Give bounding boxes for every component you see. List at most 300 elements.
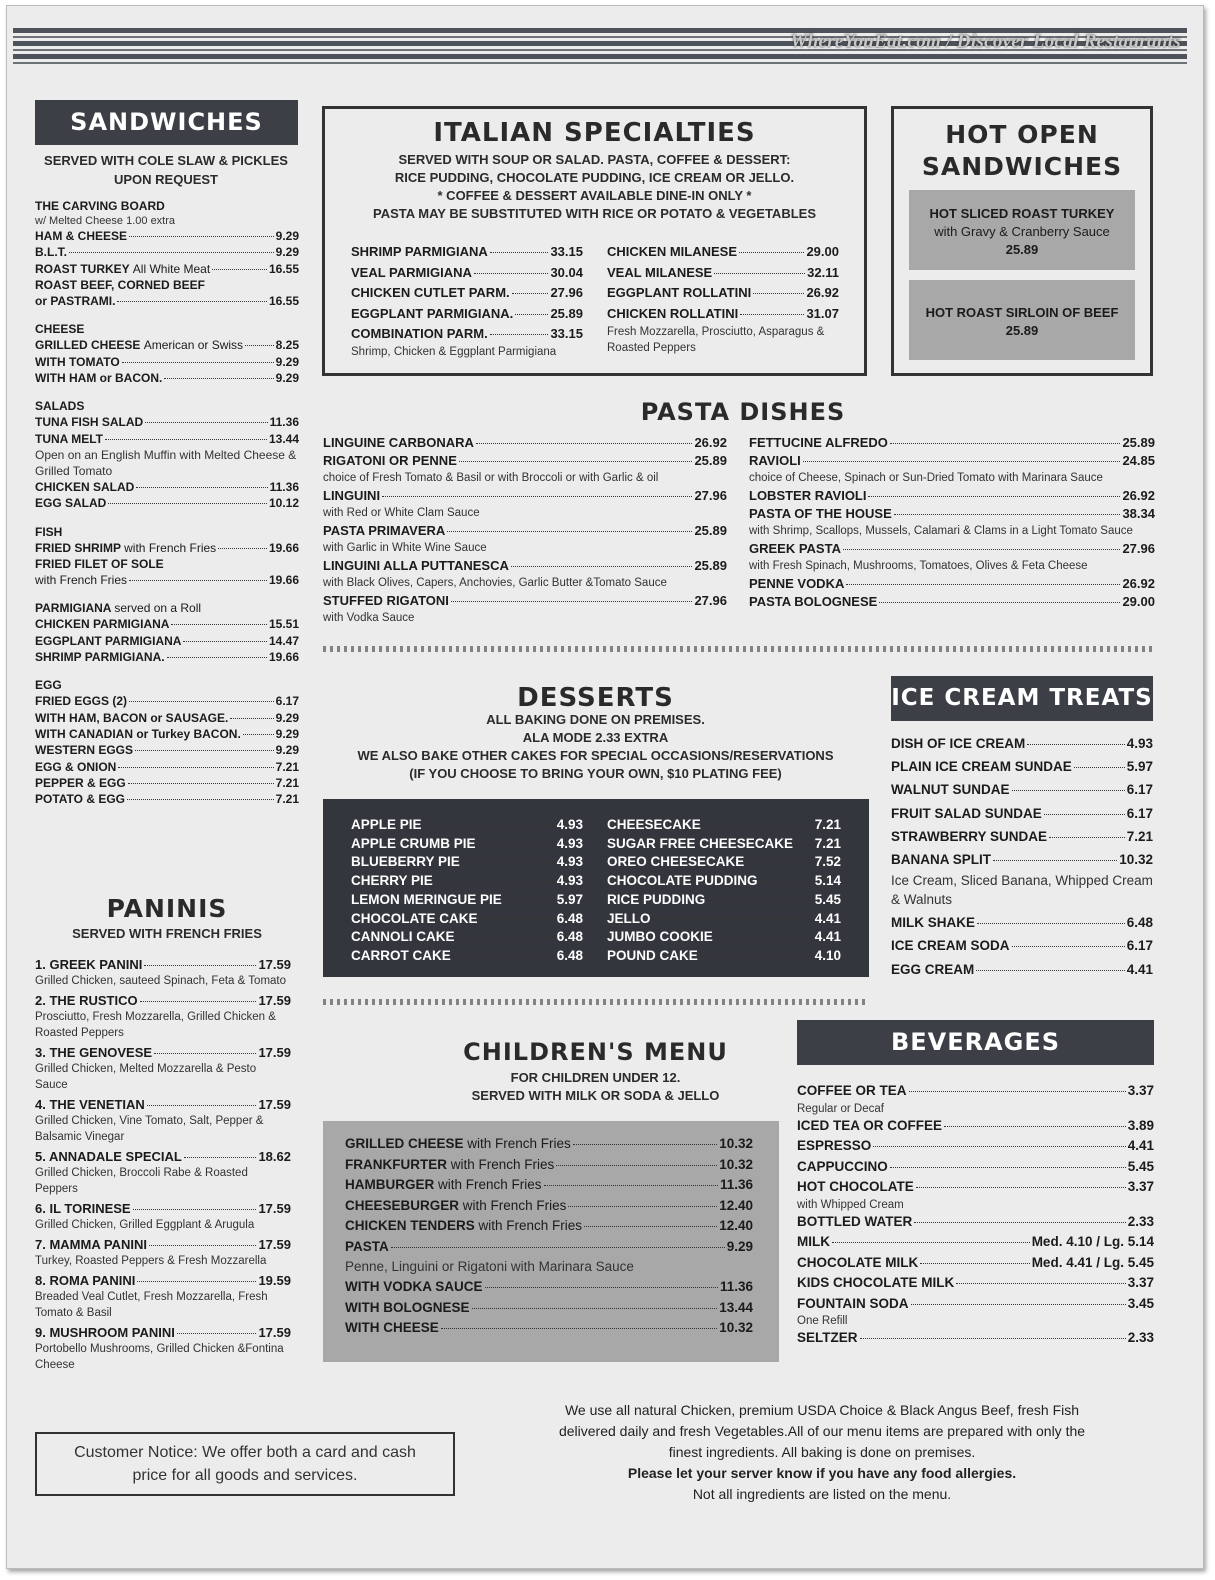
menu-item-name: SELTZER: [797, 1330, 858, 1345]
dot-leader: [714, 273, 805, 274]
menu-item-name: WALNUT SUNDAE: [891, 782, 1010, 798]
menu-item-name: WESTERN EGGS: [35, 743, 134, 758]
menu-item-desc: with French Fries: [124, 540, 217, 555]
menu-item-row: [749, 487, 1155, 505]
hot-open-title-2: SANDWICHES: [921, 152, 1123, 181]
menu-item-name: ROAST BEEF, CORNED BEEF: [35, 277, 206, 292]
category-heading: PARMIGIANA served on a Roll: [35, 601, 202, 616]
menu-item-name: GRILLED CHEESE with French Fries: [345, 1136, 571, 1151]
menu-item-price: 15.51: [268, 617, 299, 632]
dot-leader: [740, 314, 804, 315]
menu-item-row: [607, 872, 841, 891]
menu-item-note: choice of Cheese, Spinach or Sun-Dried Tomato with Marinara Sauce: [749, 472, 1103, 484]
menu-item-row: [351, 304, 583, 325]
dot-leader: [890, 1167, 1126, 1168]
dot-leader: [739, 252, 804, 253]
menu-item-name: STUFFED RIGATONI: [323, 593, 449, 608]
menu-item-price: 5.97: [556, 891, 583, 907]
menu-item-name: HAMBURGER with French Fries: [345, 1177, 542, 1192]
menu-item-row: [35, 759, 299, 775]
dot-leader: [1012, 946, 1125, 947]
menu-item-price: 11.36: [269, 415, 299, 430]
menu-item-price: 6.48: [556, 910, 583, 926]
menu-item-note: Shrimp, Chicken & Eggplant Parmigiana: [351, 345, 557, 358]
menu-item-name: WITH CANADIAN or Turkey BACON.: [35, 726, 241, 741]
menu-item-row: [35, 431, 299, 447]
beverages-title: BEVERAGES: [797, 1020, 1154, 1065]
dot-leader: [753, 293, 804, 294]
dot-leader: [476, 443, 693, 444]
menu-item-price: 19.66: [268, 573, 299, 588]
menu-item-name: BOTTLED WATER: [797, 1213, 913, 1229]
menu-item-price: 4.41: [814, 929, 841, 945]
menu-item-note: with Black Olives, Capers, Anchovies, Garlic Butter &Tomato Sauce: [323, 577, 667, 589]
dot-leader: [846, 584, 1120, 585]
dot-leader: [212, 269, 267, 270]
dot-leader: [920, 1263, 1029, 1264]
menu-item-name: FOUNTAIN SODA: [797, 1295, 909, 1311]
menu-item-name: FRIED SHRIMP with French Fries: [35, 540, 217, 555]
menu-item-name: EGG & ONION: [35, 759, 117, 774]
menu-item-name: CHOCOLATE CAKE: [351, 910, 478, 926]
menu-item-name: PEPPER & EGG: [35, 775, 126, 790]
menu-item-row: [35, 572, 299, 588]
dot-leader: [1012, 790, 1125, 791]
menu-item-name: 1. GREEK PANINI: [35, 957, 143, 972]
menu-item-price: 9.29: [275, 710, 299, 725]
dot-leader: [457, 937, 555, 938]
menu-item-price: 10.32: [719, 1136, 753, 1151]
menu-item-name: or PASTRAMI.: [35, 294, 116, 309]
menu-item-name: GRILLED CHEESE American or Swiss: [35, 338, 244, 353]
menu-item-row: [35, 261, 299, 277]
menu-item-price: 27.96: [550, 285, 583, 300]
menu-item-row: [323, 452, 727, 470]
menu-item-name: FRIED EGGS (2): [35, 694, 128, 709]
info-line: WE ALSO BAKE OTHER CAKES FOR SPECIAL OCCASIONS/RESERVATIONS: [357, 748, 834, 763]
menu-item-price: 10.32: [1119, 852, 1153, 868]
menu-item-name: COMBINATION PARM.: [351, 326, 488, 341]
menu-item-note: choice of Fresh Tomato & Basil or with Broccoli or with Garlic & oil: [323, 472, 659, 484]
dot-leader: [873, 1146, 1125, 1147]
menu-item-name: LOBSTER RAVIOLI: [749, 488, 867, 503]
menu-item-name: POTATO & EGG: [35, 792, 126, 807]
menu-item-row: [345, 1318, 753, 1339]
children-title: CHILDREN'S MENU: [463, 1038, 728, 1066]
menu-item-name: FRANKFURTER with French Fries: [345, 1156, 555, 1172]
category-heading: EGG: [35, 678, 62, 693]
hot-open-item-price: 25.89: [1005, 323, 1039, 338]
dot-leader: [108, 503, 267, 504]
menu-item-price: 4.93: [556, 854, 583, 870]
menu-item-row: [607, 263, 839, 284]
info-line: FOR CHILDREN UNDER 12.: [510, 1070, 681, 1085]
menu-item-price: 2.33: [1127, 1213, 1154, 1229]
menu-item-name: 7. MAMMA PANINI: [35, 1237, 147, 1252]
menu-item-price: 6.17: [1126, 805, 1153, 821]
menu-item-price: 7.21: [814, 835, 841, 851]
menu-item-name: FETTUCINE ALFREDO: [749, 435, 888, 450]
menu-item-price: 4.93: [556, 817, 583, 832]
menu-item-name: WITH CHEESE: [345, 1320, 439, 1335]
menu-item-name: WITH VODKA SAUCE: [345, 1279, 483, 1294]
dot-leader: [177, 1333, 257, 1334]
menu-item-name: KIDS CHOCOLATE MILK: [797, 1275, 955, 1290]
menu-item-price: 16.55: [268, 294, 299, 309]
menu-item-note: Grilled Chicken, Grilled Eggplant & Arugula: [35, 1219, 255, 1231]
dot-leader: [573, 1144, 717, 1145]
dot-leader: [245, 345, 274, 346]
menu-item-row: [797, 1116, 1154, 1137]
menu-item-row: [797, 1212, 1154, 1233]
menu-item-price: 17.59: [258, 957, 291, 972]
menu-item-row: [351, 891, 583, 910]
dot-leader: [485, 1287, 718, 1288]
menu-item-row: [35, 1236, 291, 1253]
menu-item-name: LEMON MERINGUE PIE: [351, 891, 502, 907]
menu-item-name: [35, 572, 127, 588]
menu-item-desc: with French Fries: [35, 573, 128, 588]
menu-item-row: [35, 992, 291, 1009]
menu-item-price: Med. 4.10 / Lg. 5.14: [1031, 1234, 1154, 1249]
menu-item-name: WITH HAM, BACON or SAUSAGE.: [35, 710, 229, 725]
dot-leader: [127, 799, 274, 800]
divider: [323, 646, 1153, 652]
hot-open-item-1: [909, 190, 1135, 270]
pasta-left-column: [323, 434, 727, 627]
menu-item-price: 6.17: [275, 694, 299, 709]
menu-item-price: 19.66: [268, 650, 299, 665]
menu-item-name: WITH TOMATO: [35, 354, 120, 369]
menu-item-name: PENNE VODKA: [749, 576, 845, 591]
dot-leader: [653, 919, 813, 920]
dot-leader: [879, 602, 1120, 603]
info-line: SERVED WITH SOUP OR SALAD. PASTA, COFFEE & DESSERT:: [398, 152, 791, 167]
menu-item-row: [345, 1175, 753, 1196]
dot-leader: [911, 1304, 1126, 1305]
beverages-list: [797, 1081, 1154, 1349]
dot-leader: [795, 844, 813, 845]
menu-item-row: [35, 791, 299, 807]
dot-leader: [1044, 814, 1125, 815]
dot-leader: [453, 956, 555, 957]
menu-item-name: SHRIMP PARMIGIANA.: [35, 650, 165, 665]
menu-item-price: 17.59: [258, 1201, 291, 1216]
dot-leader: [868, 496, 1120, 497]
menu-item-name: POUND CAKE: [607, 947, 698, 963]
menu-item-row: [345, 1237, 753, 1258]
menu-item-row: [351, 263, 583, 284]
dot-leader: [230, 718, 273, 719]
dot-leader: [832, 1242, 1030, 1243]
dot-leader: [909, 1091, 1126, 1092]
dot-leader: [144, 965, 256, 966]
hot-open-item-price: 25.89: [1005, 242, 1039, 257]
dot-leader: [490, 334, 549, 335]
menu-item-row: [351, 928, 583, 947]
dot-leader: [916, 1187, 1126, 1188]
info-line: ALL BAKING DONE ON PREMISES.: [486, 712, 705, 727]
menu-item-row: [35, 956, 291, 973]
menu-item-name: ROAST TURKEY All White Meat: [35, 261, 211, 276]
menu-item-name: EGGPLANT PARMIGIANA: [35, 633, 182, 648]
menu-item-row: [607, 816, 841, 835]
menu-item-price: 6.17: [1126, 938, 1153, 954]
menu-item-row: [607, 947, 841, 966]
menu-item-row: [797, 1177, 1154, 1198]
menu-item-row: [35, 616, 299, 632]
dot-leader: [459, 461, 693, 462]
menu-item-price: 3.89: [1127, 1117, 1154, 1133]
menu-item-row: [35, 337, 299, 353]
menu-item-name: EGG SALAD: [35, 496, 107, 511]
menu-item-row: [35, 726, 299, 742]
hot-open-item-name: HOT SLICED ROAST TURKEY: [929, 206, 1115, 221]
menu-item-name: CHICKEN MILANESE: [607, 244, 738, 259]
dot-leader: [462, 862, 555, 863]
menu-item-price: 4.93: [556, 835, 583, 851]
menu-item-row: [607, 891, 841, 910]
menu-item-note: Grilled Chicken, Vine Tomato, Salt, Pepper & Balsamic Vinegar: [35, 1115, 264, 1143]
paninis-title: PANINIS: [106, 894, 228, 923]
menu-item-price: 25.89: [550, 305, 583, 321]
sandwiches-subtitle: SERVED WITH COLE SLAW & PICKLES UPON REQUEST: [44, 153, 288, 187]
menu-item-row: [323, 522, 727, 540]
menu-item-row: [749, 540, 1155, 558]
dot-leader: [993, 860, 1117, 861]
menu-item-price: 7.21: [814, 817, 841, 832]
dot-leader: [447, 531, 692, 532]
dot-leader: [700, 956, 813, 957]
menu-item-row: [797, 1081, 1154, 1102]
dot-leader: [472, 1308, 718, 1309]
menu-item-price: 17.59: [258, 993, 291, 1008]
menu-item-price: 7.21: [1126, 828, 1153, 844]
paninis-subtitle: SERVED WITH FRENCH FRIES: [72, 926, 262, 941]
menu-item-price: 18.62: [258, 1149, 291, 1164]
dot-leader: [1049, 837, 1125, 838]
dot-leader: [171, 624, 267, 625]
menu-item-row: [607, 835, 841, 854]
menu-item-note: with Fresh Spinach, Mushrooms, Tomatoes, Olives & Feta Cheese: [749, 560, 1088, 572]
category-heading: FISH: [35, 524, 63, 539]
dot-leader: [164, 378, 273, 379]
menu-item-name: CHICKEN SALAD: [35, 479, 135, 494]
menu-item-price: 4.41: [814, 910, 841, 926]
menu-item-name: CHICKEN CUTLET PARM.: [351, 285, 510, 300]
menu-item-desc: with French Fries: [450, 1156, 555, 1172]
menu-item-desc: with French Fries: [438, 1177, 542, 1192]
category-suffix: served on a Roll: [114, 601, 202, 616]
menu-item-name: SHRIMP PARMIGIANA: [351, 244, 488, 259]
dot-leader: [118, 767, 273, 768]
dot-leader: [707, 900, 812, 901]
menu-item-price: 26.92: [1122, 576, 1155, 591]
footer-allergy-line: Please let your server know if you have any food allergies.: [627, 1465, 1017, 1481]
menu-item-name: ESPRESSO: [797, 1138, 872, 1153]
menu-item-name: SUGAR FREE CHEESECAKE: [607, 835, 794, 851]
menu-item-row: [797, 1232, 1154, 1253]
menu-item-name: LINGUINI ALLA PUTTANESCA: [323, 558, 509, 573]
dot-leader: [128, 783, 274, 784]
dot-leader: [944, 1126, 1126, 1127]
menu-item-name: CHERRY PIE: [351, 873, 433, 889]
menu-item-row: [35, 1324, 291, 1341]
paninis-list: [35, 953, 291, 1373]
category-note: w/ Melted Cheese 1.00 extra: [35, 215, 176, 227]
menu-item-price: 7.21: [275, 775, 299, 790]
menu-item-price: 2.33: [1127, 1330, 1154, 1345]
children-list: [345, 1134, 753, 1339]
menu-item-price: 8.25: [275, 338, 299, 353]
menu-item-price: 6.48: [1126, 915, 1153, 931]
menu-item-name: LINGUINE CARBONARA: [323, 435, 474, 450]
menu-item-row: [35, 1044, 291, 1061]
menu-item-row: [345, 1134, 753, 1155]
dot-leader: [154, 1053, 256, 1054]
dot-leader: [474, 273, 549, 274]
menu-item-name: MILK SHAKE: [891, 915, 975, 931]
ice-cream-list: [891, 732, 1153, 981]
menu-page: [6, 5, 1204, 1569]
info-line: SERVED WITH MILK OR SODA & JELLO: [471, 1088, 720, 1103]
category-heading: THE CARVING BOARD: [35, 199, 165, 213]
menu-item-price: 9.29: [726, 1238, 753, 1254]
menu-item-name: GREEK PASTA: [749, 541, 841, 556]
menu-item-name: VEAL PARMIGIANA: [351, 264, 472, 280]
menu-item-price: 31.07: [806, 305, 839, 321]
menu-item-price: 12.40: [719, 1197, 753, 1213]
menu-item-row: [345, 1298, 753, 1319]
dot-leader: [133, 1209, 257, 1210]
menu-item-row: [35, 244, 299, 260]
dot-leader: [69, 252, 274, 253]
dot-leader: [977, 923, 1125, 924]
menu-item-price: 12.40: [719, 1218, 753, 1233]
dot-leader: [147, 1105, 257, 1106]
dot-leader: [122, 362, 274, 363]
menu-item-name: LINGUINI: [323, 488, 381, 503]
menu-item-row: [323, 487, 727, 505]
menu-item-note: with Red or White Clam Sauce: [323, 507, 480, 519]
menu-item-price: 17.59: [258, 1045, 291, 1060]
menu-item-row: [891, 958, 1153, 981]
dot-leader: [480, 919, 555, 920]
menu-item-price: 6.17: [1126, 782, 1153, 798]
menu-item-name: B.L.T.: [35, 245, 67, 260]
dot-leader: [512, 293, 549, 294]
dot-leader: [135, 750, 274, 751]
menu-item-row: [345, 1216, 753, 1237]
menu-item-desc: All White Meat: [132, 261, 211, 276]
menu-item-row: [891, 848, 1153, 871]
menu-item-name: EGGPLANT ROLLATINI: [607, 285, 752, 300]
menu-item-name: 8. ROMA PANINI: [35, 1273, 136, 1288]
dot-leader: [556, 1165, 717, 1166]
menu-item-name: APPLE PIE: [351, 817, 422, 832]
menu-item-row: [749, 452, 1155, 470]
dot-leader: [137, 1281, 256, 1282]
dot-leader: [890, 443, 1121, 444]
divider: [323, 999, 868, 1005]
menu-item-name: CHEESECAKE: [607, 817, 701, 832]
menu-item-note: with Vodka Sauce: [323, 612, 415, 624]
menu-item-price: 17.59: [258, 1097, 291, 1112]
dot-leader: [441, 1328, 717, 1329]
menu-item-name: DISH OF ICE CREAM: [891, 736, 1026, 751]
ice-cream-title: ICE CREAM TREATS: [891, 676, 1153, 721]
menu-item-row: [35, 540, 299, 556]
dot-leader: [894, 514, 1121, 515]
dot-leader: [490, 252, 549, 253]
menu-item-name: EGG CREAM: [891, 961, 975, 977]
menu-item-row: [749, 575, 1155, 593]
menu-item-row: [35, 742, 299, 758]
menu-item-price: 3.45: [1127, 1295, 1154, 1311]
menu-item-name: PASTA: [345, 1238, 389, 1254]
menu-item-name: RIGATONI OR PENNE: [323, 453, 457, 468]
menu-item-price: 7.21: [275, 792, 299, 807]
menu-item-price: 6.48: [556, 929, 583, 945]
menu-item-price: 3.37: [1127, 1179, 1154, 1194]
menu-item-row: [351, 835, 583, 854]
menu-item-name: PLAIN ICE CREAM SUNDAE: [891, 759, 1072, 775]
menu-item-price: 10.32: [719, 1156, 753, 1172]
menu-item-name: PASTA OF THE HOUSE: [749, 506, 892, 521]
menu-item-price: 7.52: [814, 854, 841, 870]
menu-item-row: [35, 649, 299, 665]
dot-leader: [515, 314, 548, 315]
pasta-right-column: [749, 434, 1155, 611]
menu-item-row: [323, 557, 727, 575]
menu-item-price: 24.85: [1122, 453, 1155, 468]
menu-item-price: 38.34: [1122, 506, 1155, 521]
menu-item-price: 4.93: [556, 873, 583, 889]
menu-item-row: [35, 1200, 291, 1217]
menu-item-desc: American or Swiss: [143, 338, 244, 353]
dot-leader: [511, 566, 693, 567]
menu-item-price: 19.59: [258, 1273, 291, 1288]
menu-item-name: RAVIOLI: [749, 453, 801, 468]
dot-leader: [145, 422, 267, 423]
menu-item-price: 4.41: [1127, 1138, 1154, 1153]
menu-item-name: TUNA FISH SALAD: [35, 415, 144, 430]
menu-item-price: 27.96: [694, 488, 727, 503]
dot-leader: [803, 461, 1121, 462]
dot-leader: [435, 881, 555, 882]
menu-item-name: 5. ANNADALE SPECIAL: [35, 1149, 182, 1164]
menu-item-name: CANNOLI CAKE: [351, 929, 455, 945]
menu-item-price: 4.41: [1126, 961, 1153, 977]
children-info: [323, 1069, 868, 1105]
menu-item-price: 26.92: [694, 435, 727, 450]
customer-notice-text: Customer Notice: We offer both a card and cash price for all goods and services.: [74, 1444, 416, 1484]
info-line: RICE PUDDING, CHOCOLATE PUDDING, ICE CREAM OR JELLO.: [394, 170, 795, 185]
footer-line: We use all natural Chicken, premium USDA Choice & Black Angus Beef, fresh Fish: [564, 1402, 1080, 1418]
menu-item-name: VEAL MILANESE: [607, 264, 713, 280]
menu-item-note: Penne, Linguini or Rigatoni with Marinara Sauce: [345, 1259, 634, 1274]
category-heading: SALADS: [35, 399, 85, 414]
watermark: WhereYouEat.com / Discover Local Restaurants: [790, 31, 1181, 52]
menu-item-name: MILK: [797, 1234, 830, 1249]
menu-item-price: 9.29: [275, 371, 299, 386]
sandwiches-list: [35, 198, 299, 807]
menu-item-row: [607, 853, 841, 872]
menu-item-note: Regular or Decaf: [797, 1102, 884, 1115]
italian-right-column: [607, 242, 839, 356]
menu-item-row: [891, 911, 1153, 934]
menu-item-price: 27.96: [1122, 541, 1155, 556]
